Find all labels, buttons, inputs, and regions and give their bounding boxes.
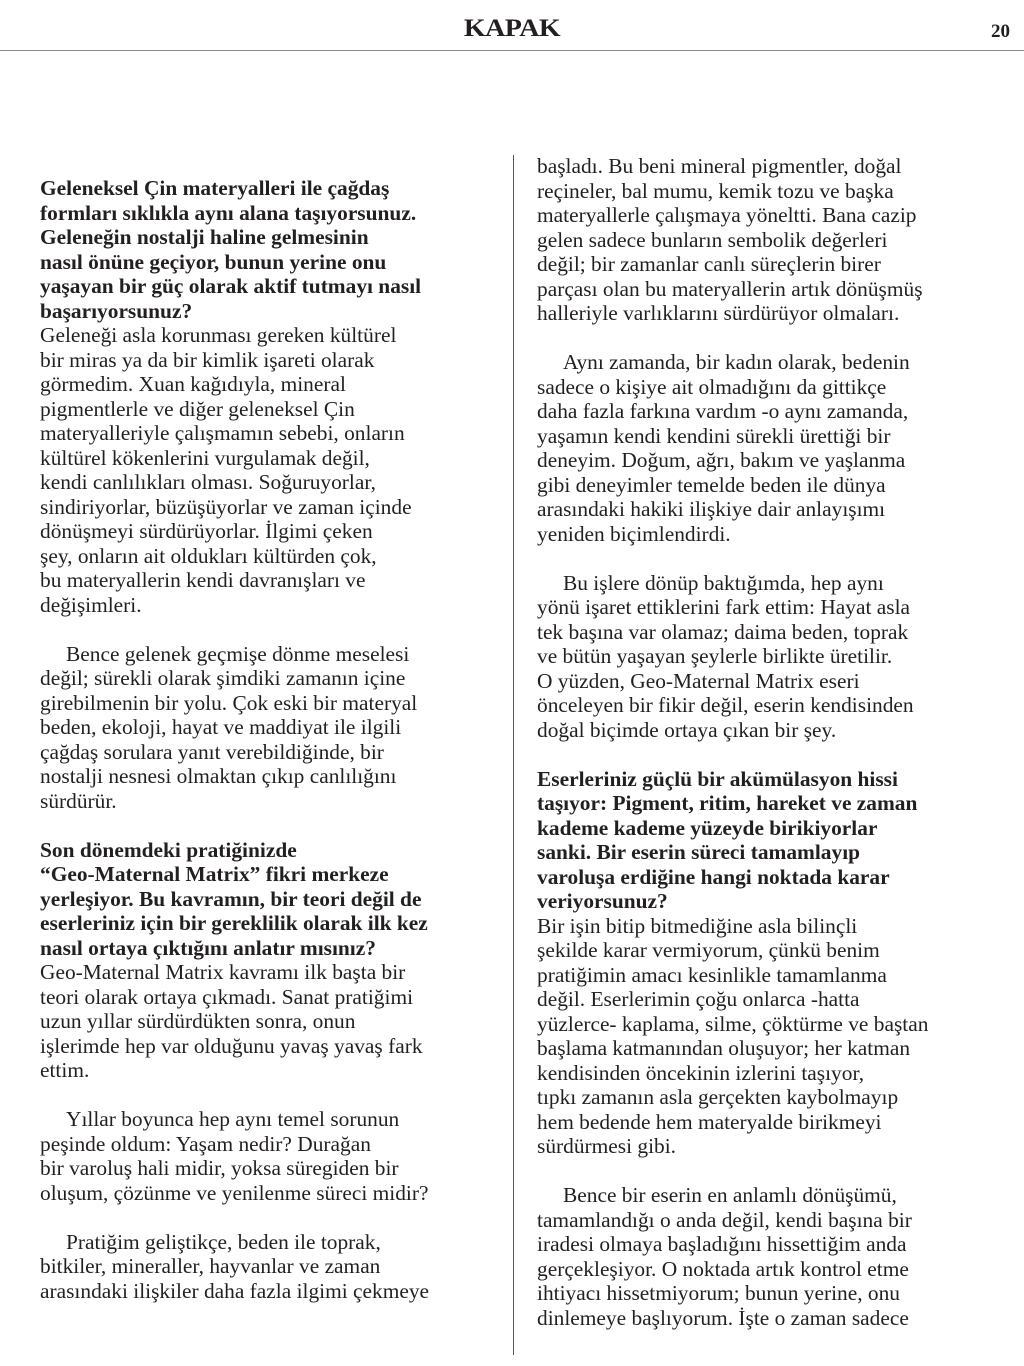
- column-divider: [513, 155, 514, 1355]
- page-header: [0, 0, 1024, 51]
- section-title: KAPAK: [463, 15, 561, 42]
- answer-2-paragraph-1: Geo-Maternal Matrix kavramı ilk başta bir teori olarak ortaya çıkmadı. Sanat pratiğimi uzun yıllar sürdürdükten sonra, onun işlerimde hep var olduğunu yavaş yavaş fark ettim.: [40, 960, 423, 1082]
- answer-2-paragraph-4: Aynı zamanda, bir kadın olarak, bedenin sadece o kişiye ait olmadığını da gittikçe daha fazla farkına vardım -o aynı zamanda, yaşamın kendi kendini sürekli ürettiği bir deneyim. Doğum, ağrı, bakım ve yaşlanma gibi deneyimler temelde beden ile dünya arasındaki hakiki ilişkiye dair anlayışımı yeniden biçimlendirdi.: [537, 350, 910, 546]
- answer-1-paragraph-2: Bence gelenek geçmişe dönme meselesi değil; sürekli olarak şimdiki zamanın içine girebilmenin bir yolu. Çok eski bir materyal beden, ekoloji, hayat ve maddiyat ile ilgili çağdaş sorulara yanıt verebildiğinde, bir nostalji nesnesi olmaktan çıkıp canlılığını sürdürür.: [40, 641, 418, 813]
- left-column: [40, 154, 510, 1303]
- answer-1-paragraph-1: Geleneği asla korunması gereken kültürel bir miras ya da bir kimlik işareti olarak görmedim. Xuan kağıdıyla, mineral pigmentlerle ve diğer geleneksel Çin materyalleriyle çalışmamın sebebi, onların kültürel kökenlerini vurgulamak değil, kendi canlılıkları olması. Soğuruyorlar, sindiriyorlar, büzüşüyorlar ve zaman içinde dönüşmeyi sürdürüyorlar. İlgimi çeken şey, onların ait oldukları kültürden çok, bu materyallerin kendi davranışları ve değişimleri.: [40, 323, 412, 617]
- question-1: Geleneksel Çin materyalleri ile çağdaş formları sıklıkla aynı alana taşıyorsunuz. Geleneğin nostalji haline gelmesinin nasıl önüne geçiyor, bunun yerine onu yaşayan bir güç olarak aktif tutmayı nasıl başarıyorsunuz?: [40, 176, 422, 323]
- answer-2-paragraph-5: Bu işlere dönüp baktığımda, hep aynı yönü işaret ettiklerini fark ettim: Hayat asla tek başına var olamaz; daima beden, toprak ve bütün yaşayan şeylerle birlikte üretilir. O yüzden, Geo-Maternal Matrix eseri önceleyen bir fikir değil, eserin kendisinden doğal biçimde ortaya çıkan bir şey.: [537, 570, 914, 742]
- answer-2-paragraph-3-continued: başladı. Bu beni mineral pigmentler, doğal reçineler, bal mumu, kemik tozu ve başka materyallerle çalışmaya yöneltti. Bana cazip gelen sadece bunların sembolik değerleri değil; bir zamanlar canlı süreçlerin birer parçası olan bu materyallerin artık dönüşmüş halleriyle varlıklarını sürdürüyor olmaları.: [537, 154, 923, 325]
- answer-3-paragraph-2: Bence bir eserin en anlamlı dönüşümü, tamamlandığı o anda değil, kendi başına bir iradesi olmaya başladığını hissettiğim anda gerçekleşiyor. O noktada artık kontrol etme ihtiyacı hissetmiyorum; bunun yerine, onu dinlemeye başlıyorum. İşte o zaman sadece: [537, 1183, 912, 1330]
- answer-2-paragraph-2: Yıllar boyunca hep aynı temel sorunun peşinde oldum: Yaşam nedir? Durağan bir varoluş hali midir, yoksa süregiden bir oluşum, çözünme ve yenilenme süreci midir?: [40, 1107, 429, 1205]
- right-column: [537, 154, 1007, 1330]
- question-3: Eserleriniz güçlü bir akümülasyon hissi taşıyor: Pigment, ritim, hareket ve zaman kademe kademe yüzeyde birikiyorlar sanki. Bir eserin süreci tamamlayıp varoluşa erdiğine hangi noktada karar veriyorsunuz?: [537, 766, 918, 913]
- page-number: 20: [991, 21, 1010, 42]
- answer-2-paragraph-3: Pratiğim geliştikçe, beden ile toprak, bitkiler, mineraller, hayvanlar ve zaman arasındaki ilişkiler daha fazla ilgimi çekmeye: [40, 1229, 430, 1303]
- question-2: Son dönemdeki pratiğinizde “Geo-Maternal Matrix” fikri merkeze yerleşiyor. Bu kavramın, bir teori değil de eserleriniz için bir gereklilik olarak ilk kez nasıl ortaya çıktığını anlatır mısınız?: [40, 837, 428, 960]
- answer-3-paragraph-1: Bir işin bitip bitmediğine asla bilinçli şekilde karar vermiyorum, çünkü benim pratiğimin amacı kesinlikle tamamlanma değil. Eserlerimin çoğu onlarca -hatta yüzlerce- kaplama, silme, çöktürme ve baştan başlama katmanından oluşuyor; her katman kendisinden öncekinin izlerini taşıyor, tıpkı zamanın asla gerçekten kaybolmayıp hem bedende hem materyalde birikmeyi sürdürmesi gibi.: [537, 913, 929, 1158]
